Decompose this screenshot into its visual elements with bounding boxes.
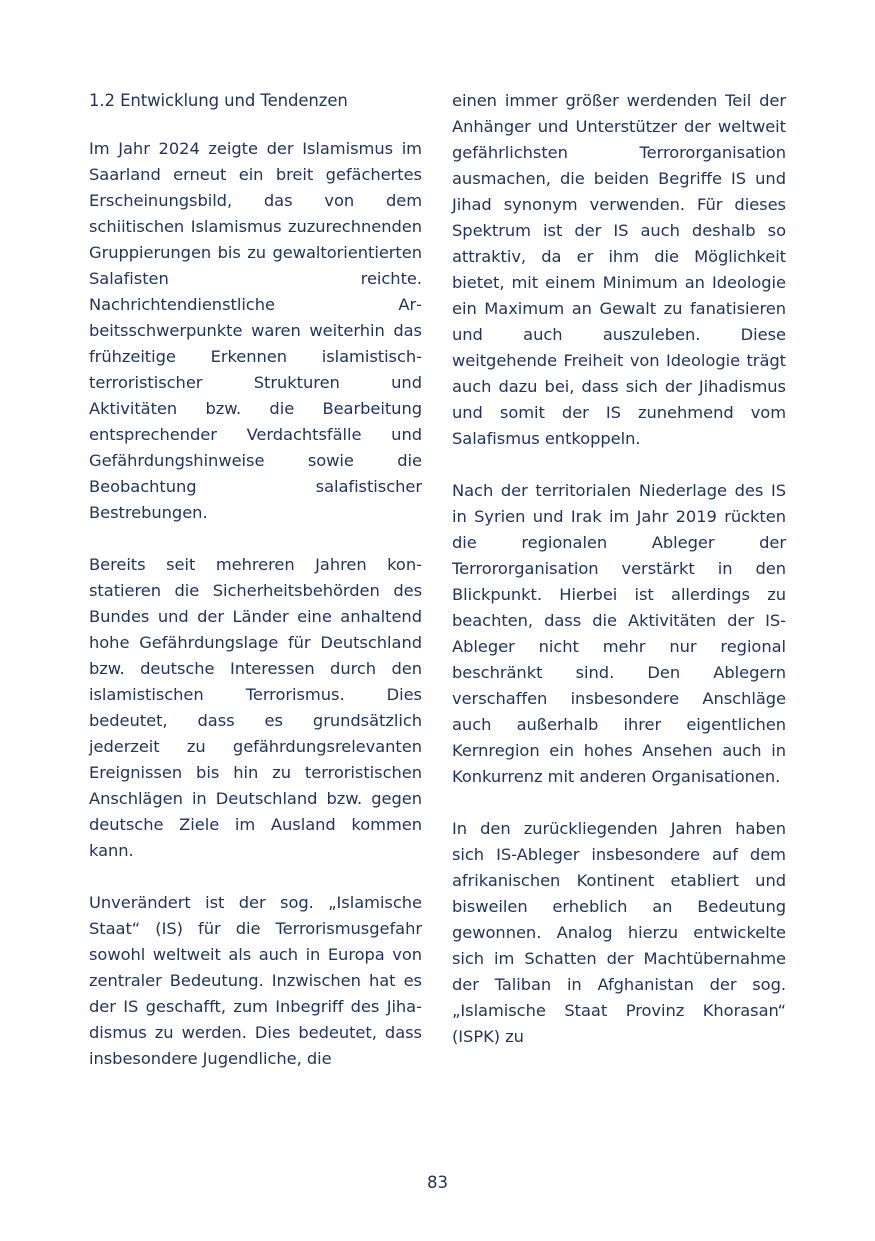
paragraph-threat-situation: Bereits seit mehreren Jahren konstatieren die Sicherheitsbehörden des Bundes und der Länder eine anhaltend hohe Gefährdungslage für Deutschland bzw. deutsche Interessen durch den islamistischen Terrorismus. Dies bedeutet, dass es grundsätzlich jederzeit zu gefährdungsrelevanten Ereignissen bis hin zu terroristischen Anschlägen in Deutschland bzw. gegen deutsche Ziele im Ausland kommen kann. bbox=[89, 555, 422, 860]
left-column bbox=[89, 88, 422, 1098]
paragraph-islamism-2024: Im Jahr 2024 zeigte der Islamismus im Saarland erneut ein breit gefächertes Erscheinungsbild, das von dem schiitischen Islamismus zuzurechnenden Gruppierungen bis zu gewaltorientierten Salafisten reichte. Nachrichtendienstliche Arbeitsschwerpunkte waren weiterhin das frühzeitige Erkennen islamistisch-terroristischer Strukturen und Aktivitäten bzw. die Bearbeitung entsprechender Verdachtsfälle und Gefährdungshinweise sowie die Beobachtung salafistischer Bestrebungen. bbox=[89, 139, 422, 522]
paragraph-territorial-defeat: Nach der territorialen Niederlage des IS in Syrien und Irak im Jahr 2019 rückten die regionalen Ableger der Terrororganisation verstärkt in den Blickpunkt. Hierbei ist allerdings zu beachten, dass die Aktivitäten der IS-Ableger nicht mehr nur regional beschränkt sind. Den Ablegern verschaffen insbesondere Anschläge auch außerhalb ihrer eigentlichen Kernregion ein hohes Ansehen auch in Konkurrenz mit anderen Organisationen. bbox=[452, 481, 786, 786]
paragraph-islamic-state: Unverändert ist der sog. „Islamische Staat“ (IS) für die Terrorismusgefahr sowohl weltweit als auch in Europa von zentraler Bedeutung. Inzwischen hat es der IS geschafft, zum Inbegriff des Jihadismus zu werden. Dies bedeutet, dass insbesondere Jugendliche, die bbox=[89, 893, 422, 1068]
page-number: 83 bbox=[427, 1173, 448, 1192]
paragraph-is-offshoots: In den zurückliegenden Jahren haben sich IS-Ableger insbesondere auf dem afrikanischen Kontinent etabliert und bisweilen erheblich an Bedeutung gewonnen. Analog hierzu entwickelte sich im Schatten der Machtübernahme der Taliban in Afghanistan der sog. „Islamische Staat Provinz Khorasan“ (ISPK) zu bbox=[452, 819, 786, 1046]
paragraph-jihadism-continued: einen immer größer werdenden Teil der Anhänger und Unterstützer der weltweit gefährlichsten Terrororganisation ausmachen, die beiden Begriffe IS und Jihad synonym verwenden. Für dieses Spektrum ist der IS auch deshalb so attraktiv, da er ihm die Möglichkeit bietet, mit einem Minimum an Ideologie ein Maximum an Gewalt zu fanatisieren und auch auszuleben. Diese weitgehende Freiheit von Ideologie trägt auch dazu bei, dass sich der Jihadismus und somit der IS zunehmend vom Salafismus entkoppeln. bbox=[452, 91, 786, 448]
section-heading: 1.2 Entwicklung und Tendenzen bbox=[89, 91, 348, 110]
right-column bbox=[452, 88, 786, 1076]
